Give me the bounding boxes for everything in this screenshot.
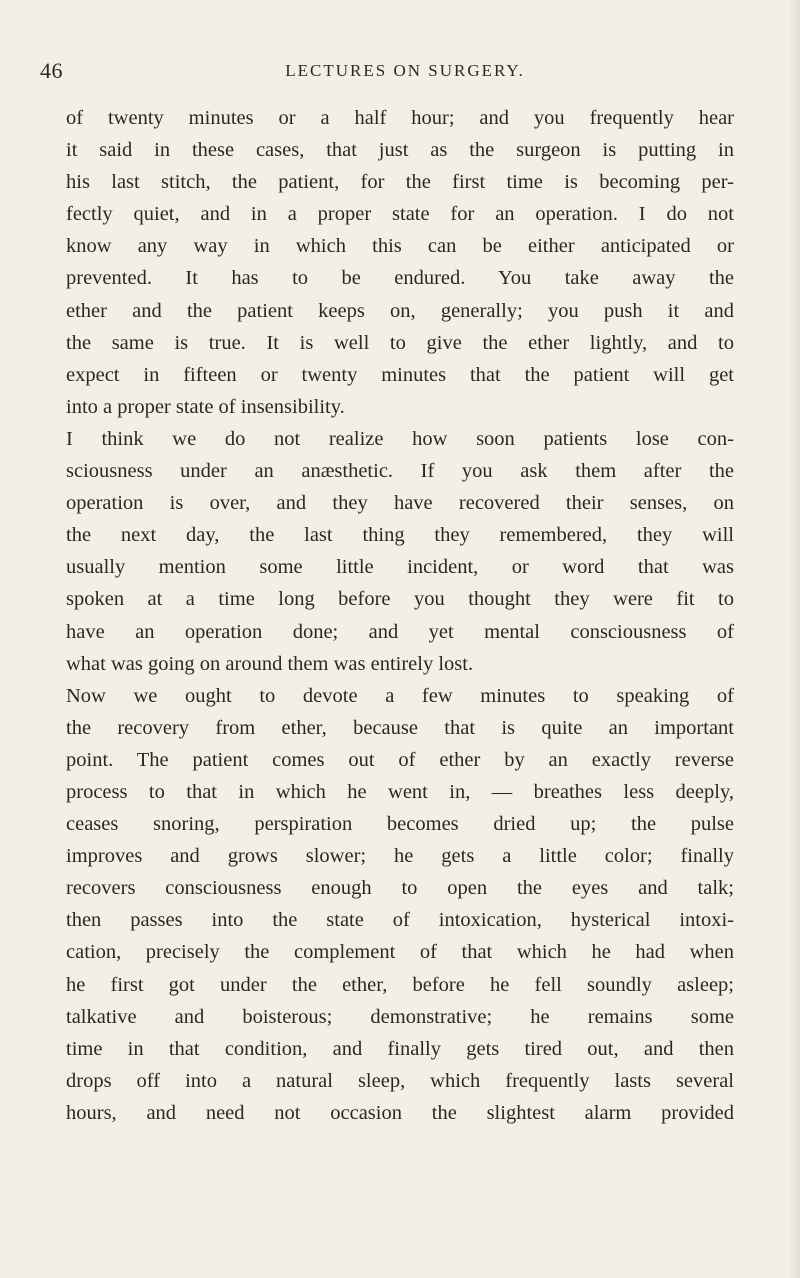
text-line: the next day, the last thing they remembered, they will [66, 524, 734, 547]
text-line: know any way in which this can be either anticipated or [66, 235, 734, 258]
text-line: usually mention some little incident, or word that was [66, 556, 734, 579]
text-line: cation, precisely the complement of that which he had when [66, 941, 734, 964]
running-head [40, 58, 770, 88]
text-line: hours, and need not occasion the slightest alarm provided [66, 1101, 734, 1124]
text-line: recovers consciousness enough to open the eyes and talk; [66, 877, 734, 900]
text-line: expect in fifteen or twenty minutes that the patient will get [66, 363, 734, 386]
text-line: drops off into a natural sleep, which frequently lasts several [66, 1069, 734, 1092]
text-line: his last stitch, the patient, for the first time is becoming per- [66, 171, 734, 194]
text-line: prevented. It has to be endured. You take away the [66, 267, 734, 290]
text-line: talkative and boisterous; demonstrative; he remains some [66, 1005, 734, 1028]
text-line: improves and grows slower; he gets a little color; finally [66, 845, 734, 868]
paragraph-last-line: into a proper state of insensibility. [66, 395, 345, 418]
text-line: he first got under the ether, before he fell soundly asleep; [66, 973, 734, 996]
paragraph-first-line: I think we do not realize how soon patients lose con- [66, 427, 734, 450]
body-text [66, 102, 734, 1129]
text-line: it said in these cases, that just as the surgeon is putting in [66, 139, 734, 162]
paragraph-last-line: what was going on around them was entirely lost. [66, 652, 474, 675]
text-line: the same is true. It is well to give the ether lightly, and to [66, 331, 734, 354]
text-line: time in that condition, and finally gets tired out, and then [66, 1037, 734, 1060]
text-line: have an operation done; and yet mental consciousness of [66, 620, 734, 643]
page-edge [790, 0, 800, 1278]
text-line: point. The patient comes out of ether by an exactly reverse [66, 748, 734, 771]
text-line: fectly quiet, and in a proper state for an operation. I do not [66, 203, 734, 226]
text-line: process to that in which he went in, — breathes less deeply, [66, 780, 734, 803]
text-line: ceases snoring, perspiration becomes dried up; the pulse [66, 813, 734, 836]
paragraph-first-line: Now we ought to devote a few minutes to speaking of [66, 684, 734, 707]
text-line: ether and the patient keeps on, generally; you push it and [66, 299, 734, 322]
text-line: the recovery from ether, because that is quite an important [66, 716, 734, 739]
text-line: then passes into the state of intoxication, hysterical intoxi- [66, 909, 734, 932]
text-line: operation is over, and they have recovered their senses, on [66, 492, 734, 515]
text-line: spoken at a time long before you thought they were fit to [66, 588, 734, 611]
running-title: LECTURES ON SURGERY. [285, 61, 525, 80]
page-number: 46 [40, 58, 63, 83]
text-line: of twenty minutes or a half hour; and you frequently hear [66, 107, 734, 129]
text-line: sciousness under an anæsthetic. If you ask them after the [66, 460, 734, 483]
